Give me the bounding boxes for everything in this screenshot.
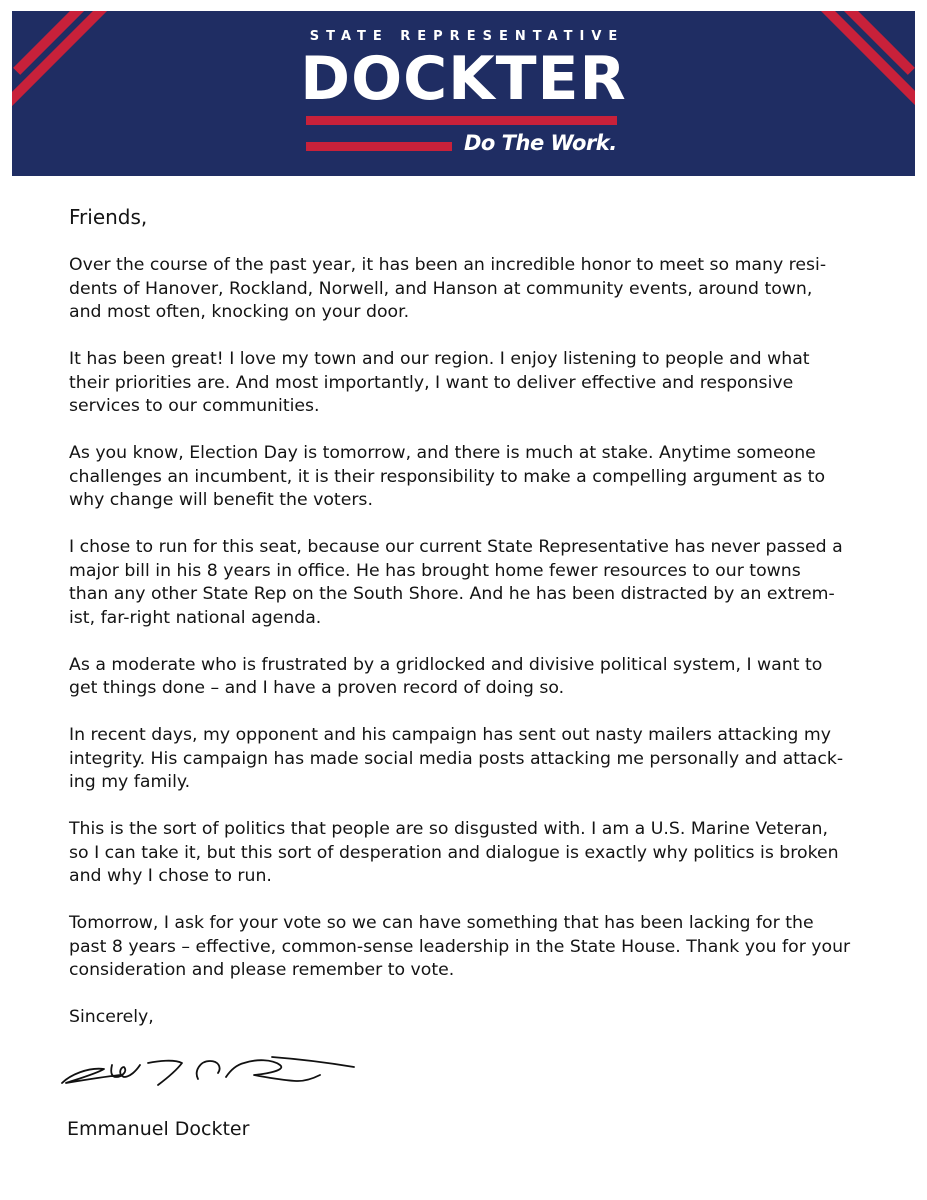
letter-greeting: Friends,: [69, 205, 148, 229]
letter-paragraph: This is the sort of politics that people are so disgusted with. I am a U.S. Marine Veteran, so I can take it, but this sort of desperation and dialogue is exactly why politics is broken and why I chose to run.: [69, 819, 839, 886]
letter-paragraph: It has been great! I love my town and our region. I enjoy listening to people and what their priorities are. And most importantly, I want to deliver effective and responsive services to our communities.: [69, 349, 810, 416]
header-name: DOCKTER: [300, 44, 627, 114]
letter-paragraph: Tomorrow, I ask for your vote so we can have something that has been lacking for the past 8 years – effective, common-sense leadership in the State House. Thank you for your consideration and please remember to vote.: [69, 913, 851, 980]
letter-paragraph: Over the course of the past year, it has been an incredible honor to meet so many resi- dents of Hanover, Rockland, Norwell, and Hanson at community events, around town, and most often, knocking on your door.: [69, 255, 827, 322]
letter-paragraph: In recent days, my opponent and his campaign has sent out nasty mailers attacking my integrity. His campaign has made social media posts attacking me personally and attack- ing my family.: [69, 725, 844, 792]
header-red-bar-top: [306, 116, 617, 125]
header-subtitle: STATE REPRESENTATIVE: [309, 29, 625, 44]
letter-closing: Sincerely,: [69, 1007, 154, 1027]
letter-paragraph: As you know, Election Day is tomorrow, and there is much at stake. Anytime someone challenges an incumbent, it is their responsibility to make a compelling argument as to why change will benefit the voters.: [69, 443, 826, 510]
header-tagline: Do The Work.: [464, 131, 617, 155]
header-banner: [12, 11, 915, 176]
header-red-bar-bottom: [306, 142, 452, 151]
signer-name: Emmanuel Dockter: [67, 1118, 250, 1140]
letter-paragraph: I chose to run for this seat, because our current State Representative has never passed a major bill in his 8 years in office. He has brought home fewer resources to our towns than any other State Rep on the South Shore. And he has been distracted by an extrem- ist, far-right national agenda.: [69, 537, 843, 628]
letter-paragraph: As a moderate who is frustrated by a gridlocked and divisive political system, I want to get things done – and I have a proven record of doing so.: [69, 654, 823, 698]
letter-body: [69, 202, 869, 1030]
signature-icon: [58, 1045, 368, 1095]
